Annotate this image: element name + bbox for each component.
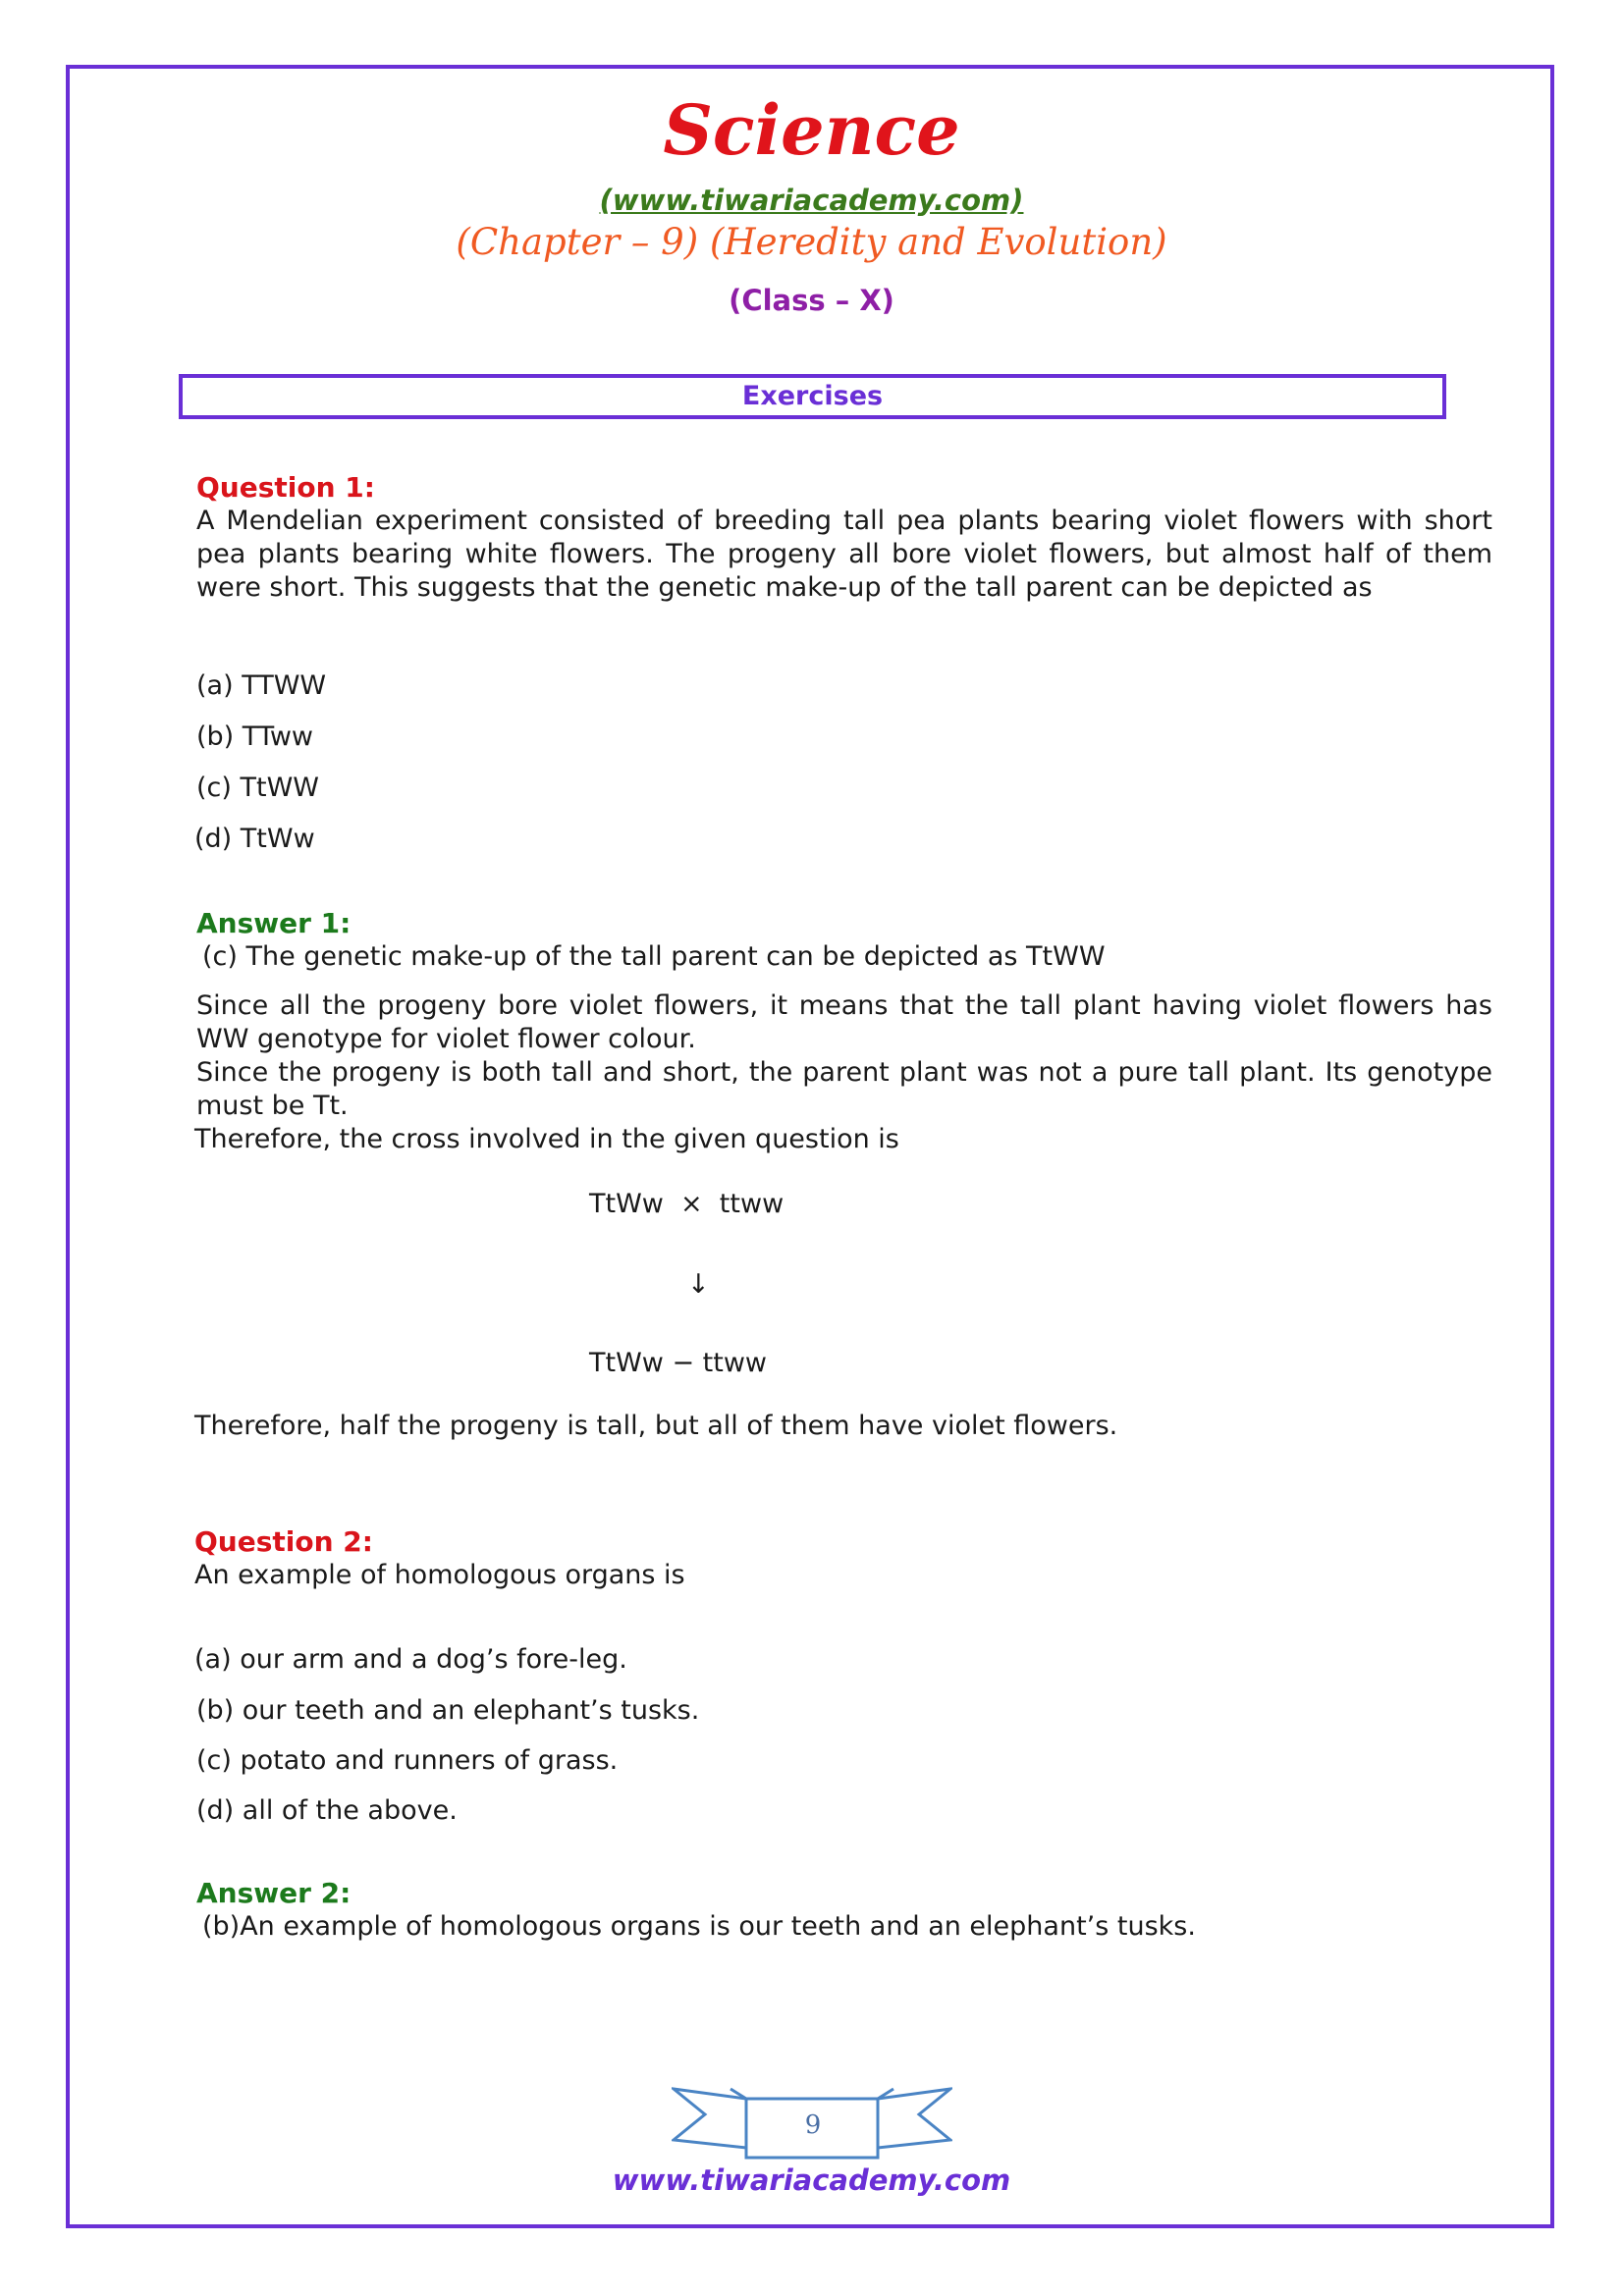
question-1-option-a: (a) TTWW — [196, 670, 327, 701]
question-2-text: An example of homologous organs is — [194, 1560, 685, 1590]
cross-parents: TtWw × ttww — [589, 1189, 784, 1219]
question-1-option-c: (c) TtWW — [196, 773, 319, 803]
answer-1-conclusion: Therefore, half the progeny is tall, but all of them have violet flowers. — [194, 1411, 1118, 1441]
question-1-text: A Mendelian experiment consisted of breeding tall pea plants bearing violet flowers with short pea plants bearing white flowers. The progeny all bore violet flowers, but almost half of them were short. This suggests that the genetic make-up of the tall parent can be depicted as — [196, 506, 1492, 603]
question-1-heading: Question 1: — [196, 471, 375, 504]
section-title-box: Exercises — [179, 374, 1446, 419]
page-title: Science — [663, 89, 960, 171]
cross-progeny: TtWw − ttww — [589, 1348, 767, 1378]
page-number: 9 — [804, 2110, 822, 2140]
question-1-option-d: (d) TtWw — [194, 824, 315, 854]
question-2-option-b: (b) our teeth and an elephant’s tusks. — [196, 1695, 700, 1726]
cross-arrow: ↓ — [687, 1269, 710, 1300]
answer-1-heading: Answer 1: — [196, 907, 352, 939]
question-1-option-b: (b) TTww — [196, 721, 313, 752]
header-website-link[interactable]: (www.tiwariacademy.com) — [599, 184, 1024, 217]
answer-1-line: (c) The genetic make-up of the tall parent can be depicted as TtWW — [202, 941, 1106, 972]
footer-website-link[interactable]: www.tiwariacademy.com — [612, 2163, 1011, 2197]
class-label: (Class – X) — [729, 284, 894, 317]
question-2-option-c: (c) potato and runners of grass. — [196, 1745, 619, 1776]
question-2-option-a: (a) our arm and a dog’s fore-leg. — [194, 1644, 627, 1675]
answer-1-paragraph-1: Since all the progeny bore violet flowers, it means that the tall plant having violet flowers has WW genotype for violet flower colour. — [196, 990, 1492, 1054]
answer-2-heading: Answer 2: — [196, 1877, 352, 1909]
answer-2-text: (b)An example of homologous organs is our teeth and an elephant’s tusks. — [202, 1911, 1196, 1942]
answer-1-paragraph-2: Since the progeny is both tall and short, the parent plant was not a pure tall plant. Its genotype must be Tt. — [196, 1057, 1492, 1121]
chapter-title: (Chapter – 9) (Heredity and Evolution) — [456, 221, 1167, 263]
question-2-option-d: (d) all of the above. — [196, 1795, 458, 1826]
question-2-heading: Question 2: — [194, 1525, 373, 1558]
answer-1-paragraph-3: Therefore, the cross involved in the given question is — [194, 1124, 899, 1154]
